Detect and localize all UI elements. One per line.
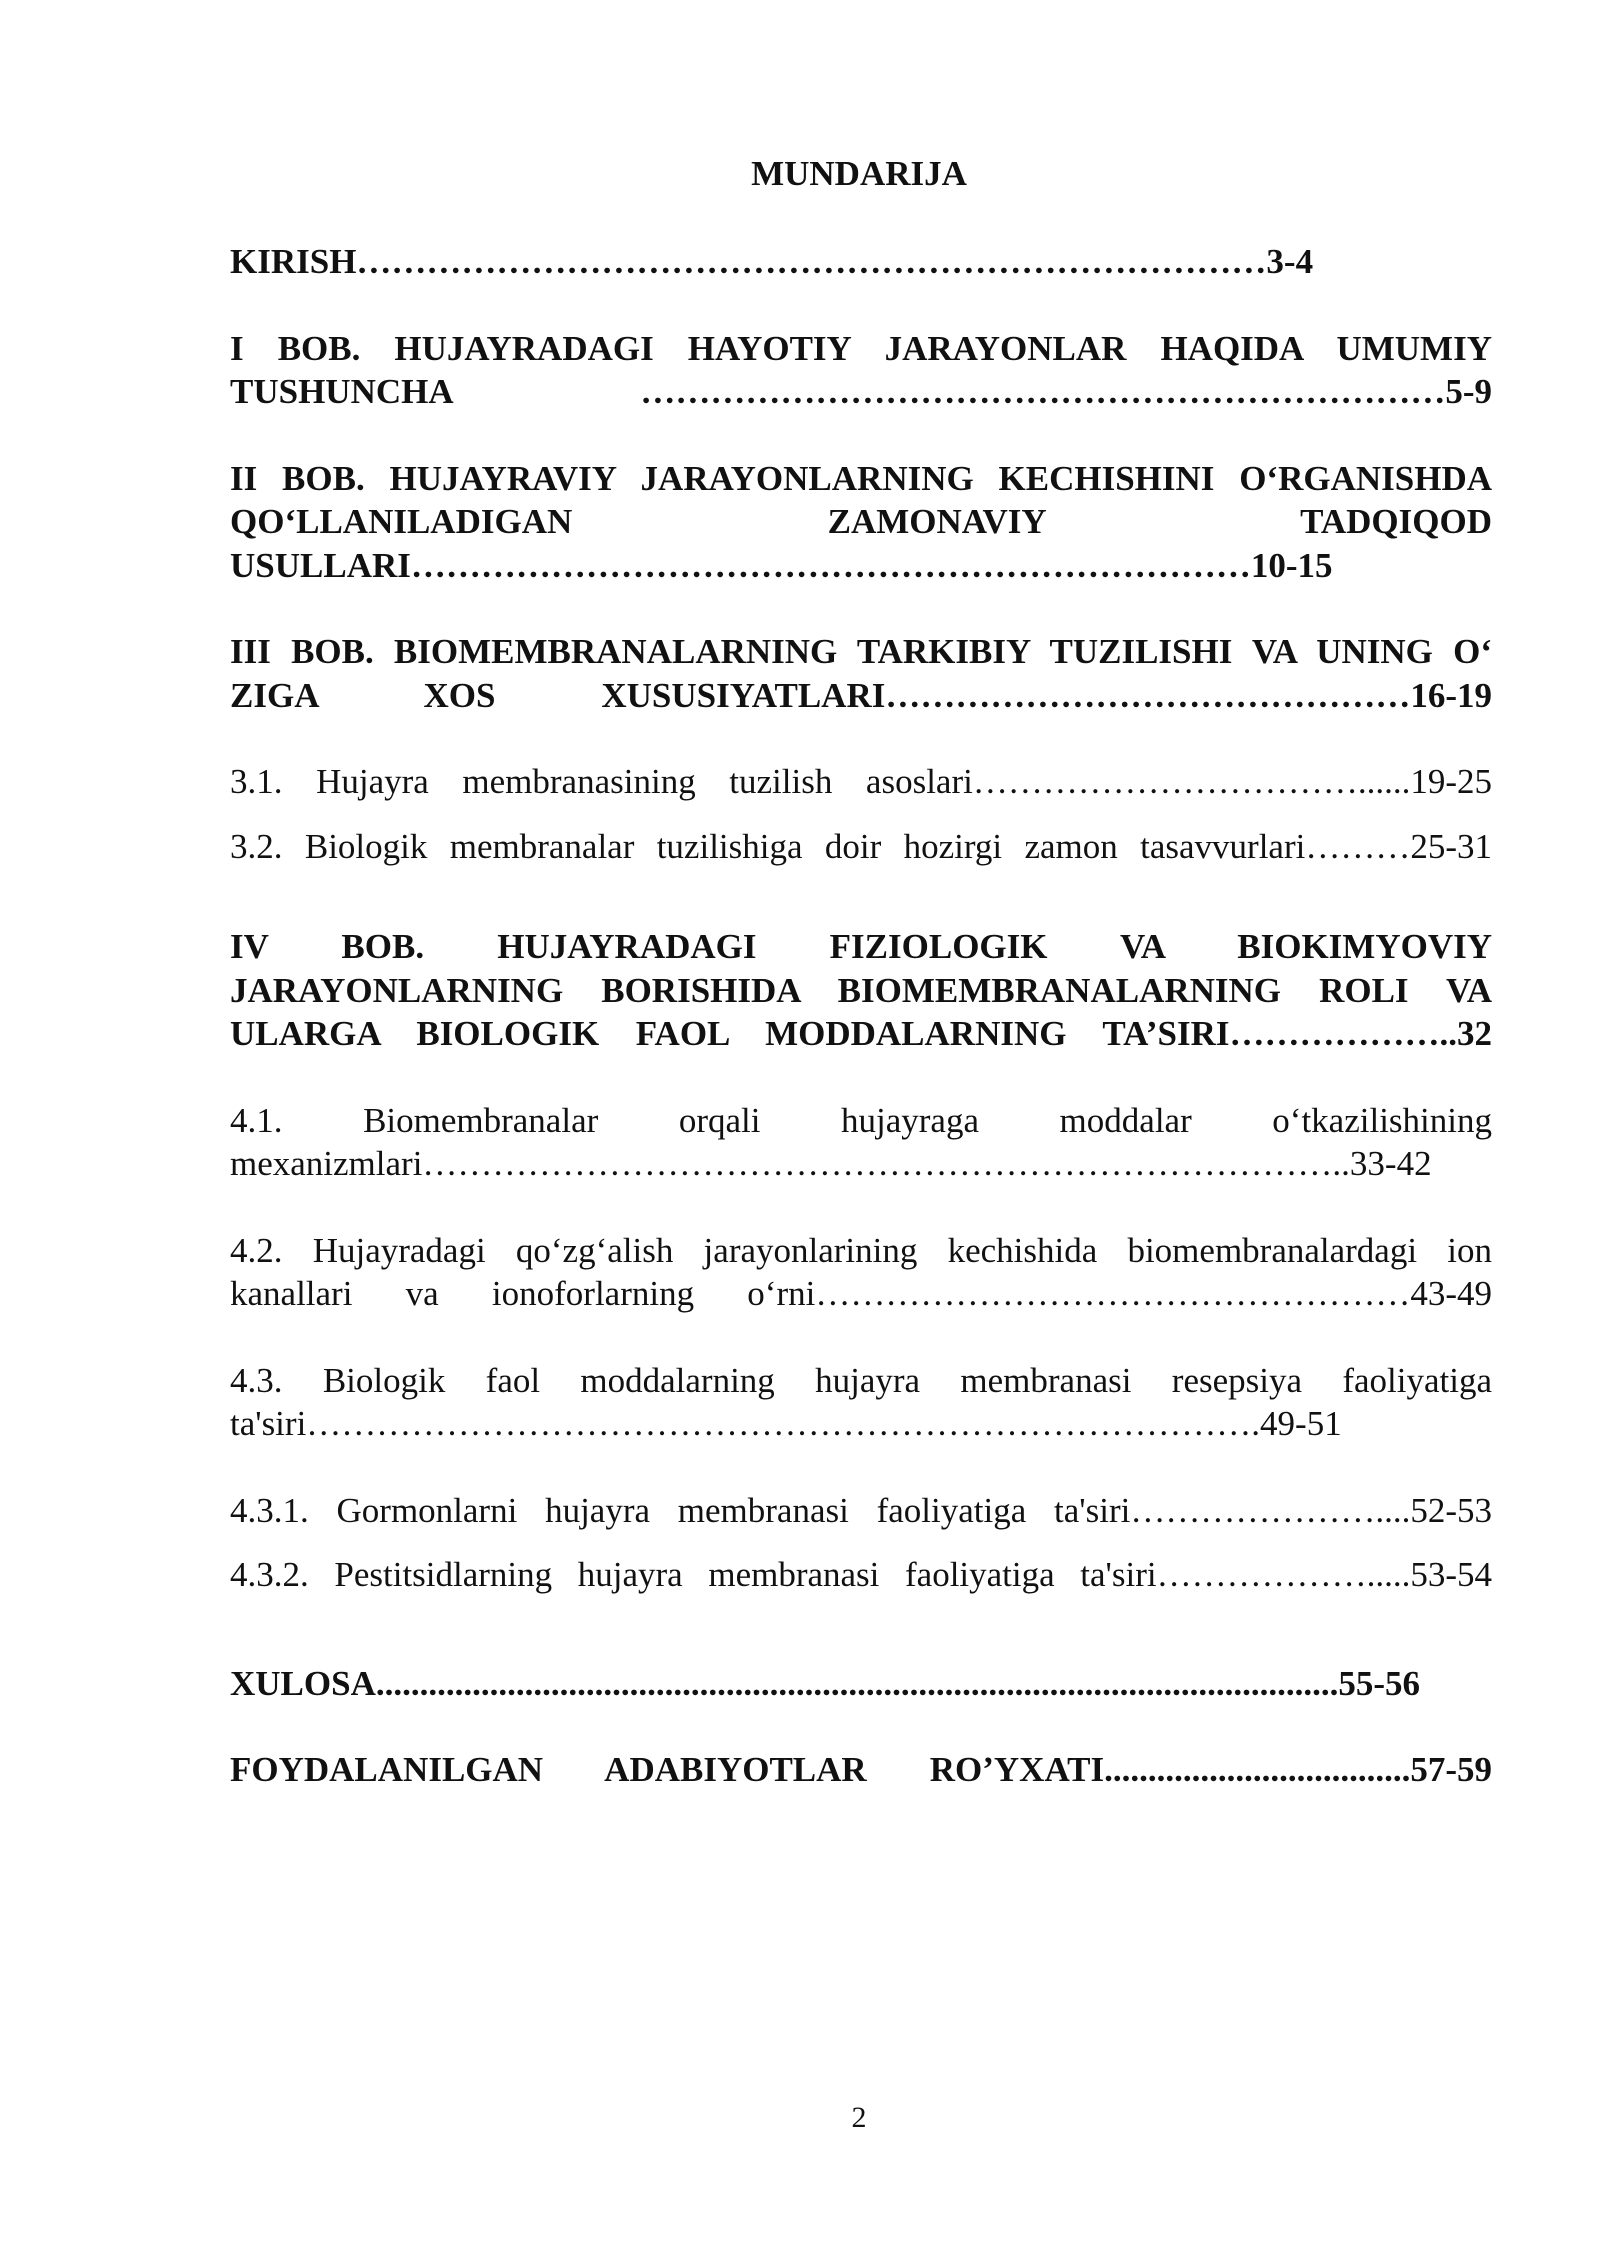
toc-entry-chapter-4[interactable]: IV BOB. HUJAYRADAGI FIZIOLOGIK VA BIOKIMYOVIY JARAYONLARNING BORISHIDA BIOMEMBRANALARNING ROLI VA ULARGA BIOLOGIK FAOL MODDALARNING TA’SIRI………………..32 [230,927,1492,1053]
table-of-contents [230,240,1492,1792]
toc-entry-section-3-2[interactable]: 3.2. Biologik membranalar tuzilishiga doir hozirgi zamon tasavvurlari………25-31 [230,826,1492,866]
toc-entry-xulosa[interactable]: XULOSA..............................................................................................................55-56 [230,1663,1421,1703]
toc-entry-section-4-3-2[interactable]: 4.3.2. Pestitsidlarning hujayra membranasi faoliyatiga ta'siri……………….....53-54 [230,1555,1492,1594]
toc-entry-section-4-2[interactable]: 4.2. Hujayradagi qoʻzgʻalish jarayonlarining kechishida biomembranalardagi ion kanallari va ionoforlarning oʻrni……………………………………………43-49 [230,1230,1492,1313]
toc-entry-section-4-3[interactable]: 4.3. Biologik faol moddalarning hujayra membranasi resepsiya faoliyatiga ta'siri……………………………………………………………………….49-51 [230,1360,1492,1443]
page-title: MUNDARIJA [751,154,967,193]
toc-entry-section-3-1[interactable]: 3.1. Hujayra membranasining tuzilish asoslari……………………………......19-25 [230,762,1492,801]
toc-entry-chapter-3[interactable]: III BOB. BIOMEMBRANALARNING TARKIBIY TUZILISHI VA UNING Oʻ ZIGA XOS XUSUSIYATLARI………………………………………16-19 [230,632,1492,715]
toc-entry-section-4-1[interactable]: 4.1. Biomembranalar orqali hujayraga moddalar oʻtkazilishining mexanizmlari……………………………………………………………………..33-42 [230,1100,1492,1183]
toc-entry-chapter-1[interactable]: I BOB. HUJAYRADAGI HAYOTIY JARAYONLAR HAQIDA UMUMIY TUSHUNCHA ……………………………………………………………5-9 [230,328,1492,411]
toc-entry-kirish[interactable]: KIRISH……………………………………………………………………3-4 [230,242,1314,281]
page-number: 2 [851,2101,867,2134]
toc-entry-references[interactable]: FOYDALANILGAN ADABIYOTLAR ROʼYXATI...................................57-59 [230,1750,1492,1789]
toc-entry-chapter-2[interactable]: II BOB. HUJAYRAVIY JARAYONLARNING KECHISHINI OʻRGANISHDA QOʻLLANILADIGAN ZAMONAVIY TADQIQOD USULLARI………………………………………………………………10-15 [230,458,1492,585]
toc-entry-section-4-3-1[interactable]: 4.3.1. Gormonlarni hujayra membranasi faoliyatiga ta'siri…………………....52-53 [230,1490,1492,1530]
